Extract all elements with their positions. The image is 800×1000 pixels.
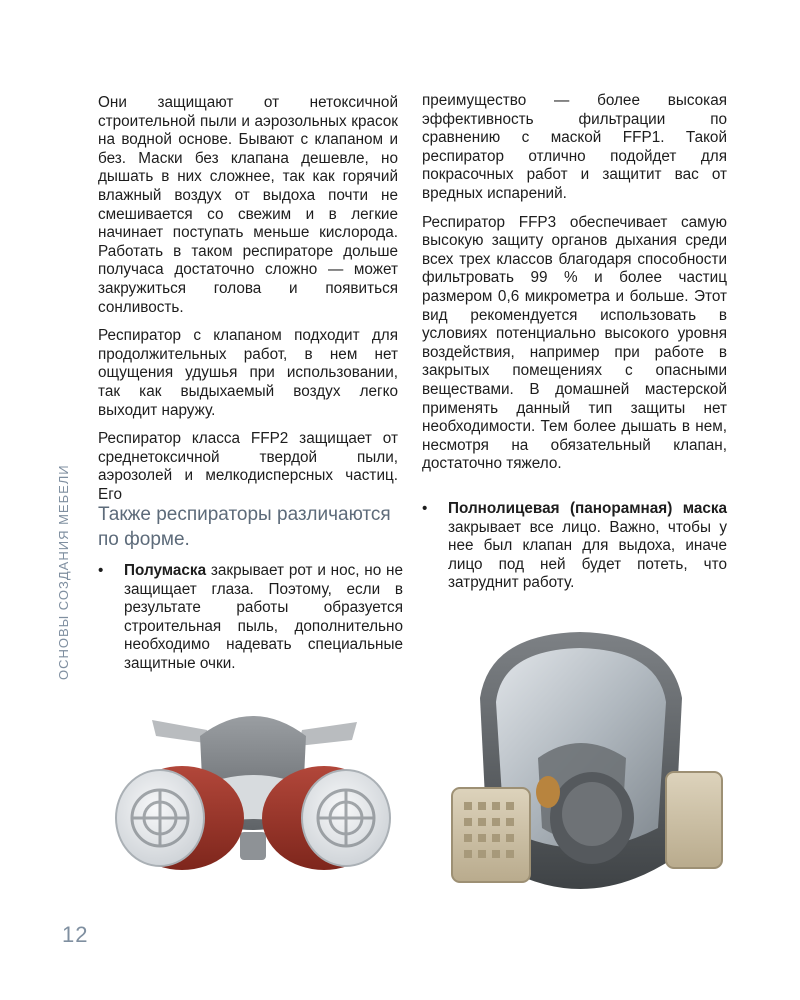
section-heading: Также респираторы различаются по форме. — [98, 504, 391, 550]
right-text-column — [422, 94, 727, 484]
left-text-column — [98, 94, 398, 514]
paragraph: Респиратор FFP3 обеспечивает самую высокую защиту органов дыхания среди всех трех классов благодаря способности фильтровать 99 % и более частиц размером 0,6 микрометра и больше. Этот вид рекомендуется использовать в условиях потенциально высокого уровня воздействия, например при работе в закрытых помещениях с опасными веществами. В домашней мастерской применять данный тип защиты нет необходимости. Тем более дышать в нем, несмотря на обязательный клапан, достаточно тяжело. — [422, 213, 727, 473]
paragraph: преимущество — более высокая эффективность фильтрации по сравнению с маской FFP1. Такой респиратор отлично подойдет для покрасочных работ и защитит вас от вредных испарений. — [422, 92, 727, 202]
page-number: 12 — [62, 922, 89, 947]
bullet-term: Полумаска — [124, 562, 207, 579]
bullet-marker: • — [98, 562, 104, 579]
paragraph: Респиратор класса FFP2 защищает от среднетоксичной твердой пыли, аэрозолей и мелкодисперсных частиц. Его — [98, 430, 398, 503]
bullet-full-mask — [422, 500, 727, 593]
bullet-marker: • — [422, 500, 428, 517]
half-mask-respirator-image — [112, 700, 394, 900]
bullet-description: закрывает все лицо. Важно, чтобы у нее был клапан для выдоха, иначе лицо под ней будет потеть, что затруднит работу. — [448, 518, 727, 592]
bullet-description: закрывает рот и нос, но не защищает глаза. Поэтому, если в результате работы образуется строительная пыль, дополнительно необходимо надевать специальные защитные очки. — [124, 562, 403, 672]
full-face-mask-image — [430, 628, 730, 920]
paragraph: Они защищают от нетоксичной строительной пыли и аэрозольных красок на водной основе. Бывают с клапаном и без. Маски без клапана дешевле, но дышать в них сложнее, так как горячий влажный воздух от выдоха почти не смешивается со свежим и в легкие начинает поступать меньше кислорода. Работать в таком респираторе дольше получаса достаточно сложно — может закружиться голова и появиться сонливость. — [98, 94, 398, 316]
bullet-term: Полнолицевая (панорамная) маска — [448, 500, 727, 517]
side-running-title: ОСНОВЫ СОЗДАНИЯ МЕБЕЛИ — [56, 464, 71, 680]
paragraph: Респиратор с клапаном подходит для продолжительных работ, в нем нет ощущения удушья при использовании, так как выдыхаемый воздух легко выходит наружу. — [98, 327, 398, 419]
bullet-half-mask — [98, 562, 403, 674]
